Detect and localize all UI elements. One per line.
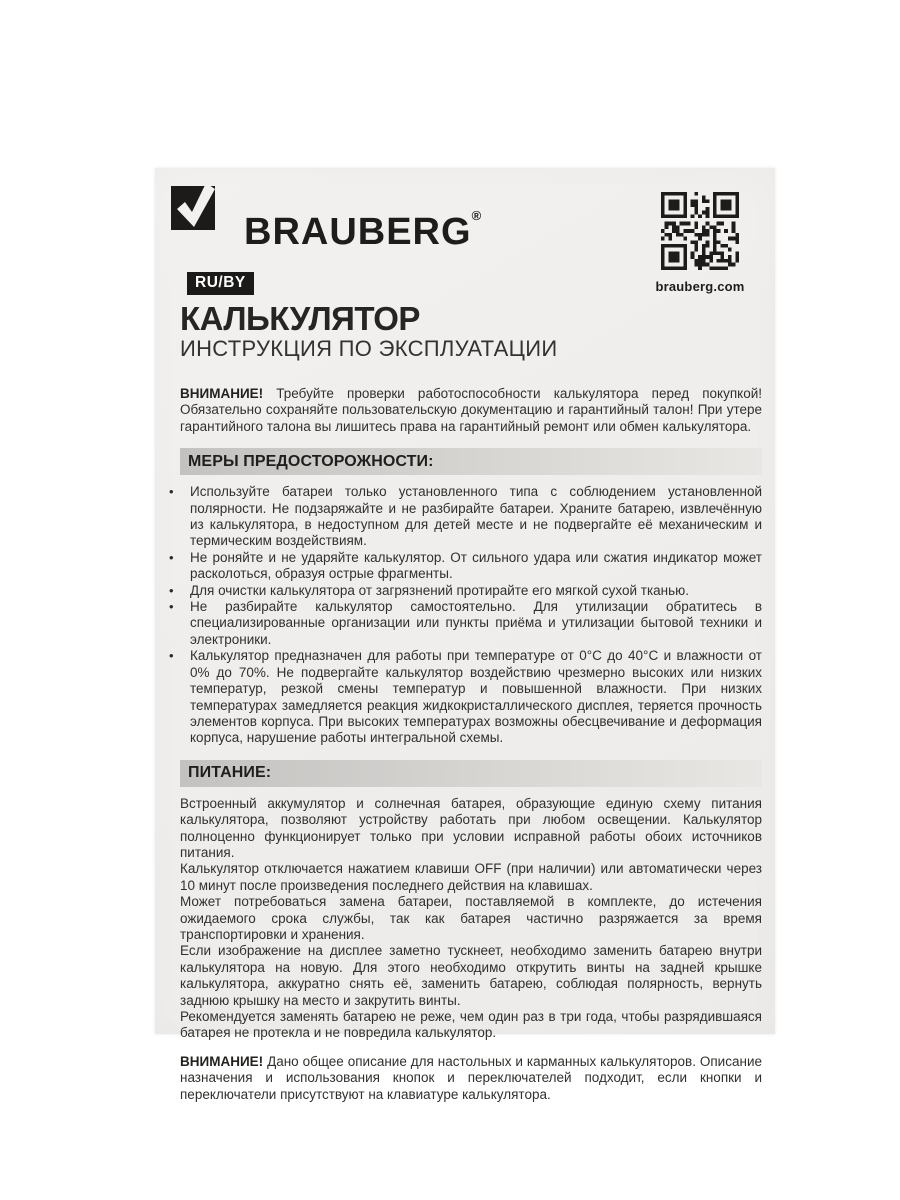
outro-paragraph: ВНИМАНИЕ! Дано общее описание для настольных и карманных калькуляторов. Описание назначения и использования кнопок и переключателей подходит, если кнопки и переключатели присутствуют на клавиатуре калькулятора. [180, 1053, 762, 1102]
instruction-sheet [155, 168, 775, 1102]
power-paragraph: Рекомендуется заменять батарею не реже, чем один раз в три года, чтобы разрядившаяся батарея не протекла и не повредила калькулятор. [180, 1009, 762, 1041]
list-item: • Не роняйте и не ударяйте калькулятор. От сильного удара или сжатия индикатор может расколоться, образуя острые фрагменты. [190, 550, 762, 583]
attention-label: ВНИМАНИЕ! [180, 1053, 264, 1069]
list-item: • Калькулятор предназначен для работы при температуре от 0°С до 40°С и влажности от 0% до 70%. Не подвергайте калькулятор воздействию чрезмерно высоких или низких температур, резкой смены температур и повышенной влажности. При низких температурах замедляется реакция жидкокристаллического дисплея, теряется прочность элементов корпуса. При высоких температурах возможны обесцвечивание и деформация корпуса, нарушение работы интегральной схемы. [190, 648, 762, 746]
brand-wordmark: BRAUBERG® [244, 208, 482, 253]
region-badge: RU/BY [187, 272, 254, 295]
brand-logo [171, 182, 482, 253]
list-item: • Для очистки калькулятора от загрязнений протирайте его мягкой сухой тканью. [190, 583, 762, 599]
attention-label: ВНИМАНИЕ! [180, 386, 264, 401]
document-body [180, 386, 762, 1103]
power-paragraph: Если изображение на дисплее заметно тускнеет, необходимо заменить батарею внутри калькулятора на новую. Для этого необходимо открутить винты на задней крышке калькулятора, аккуратно снять её, заменить батарею, соблюдая полярность, вернуть заднюю крышку на место и закрутить винты. [180, 943, 762, 1008]
page-subtitle: ИНСТРУКЦИЯ ПО ЭКСПЛУАТАЦИИ [180, 336, 558, 361]
qr-caption: brauberg.com [655, 279, 745, 294]
section-heading-precautions: МЕРЫ ПРЕДОСТОРОЖНОСТИ: [180, 448, 762, 475]
intro-paragraph: ВНИМАНИЕ! Требуйте проверки работоспособности калькулятора перед покупкой! Обязательно сохраняйте пользовательскую документацию и гарантийный талон! При утере гарантийного талона вы лишитесь права на гарантийный ремонт или обмен калькулятора. [180, 386, 762, 434]
qr-code-icon [655, 192, 745, 275]
list-item: • Используйте батареи только установленного типа с соблюдением установленной полярности. Не подзаряжайте и не разбирайте батареи. Храните батарею, извлечённую из калькулятора, в недоступном для детей месте и не подвергайте её механическим и термическим воздействиям. [190, 484, 762, 550]
power-paragraph: Может потребоваться замена батареи, поставляемой в комплекте, до истечения ожидаемого срока службы, так как батарея частично разряжается за время транспортировки и хранения. [180, 894, 762, 942]
qr-block [655, 192, 745, 294]
power-paragraph: Встроенный аккумулятор и солнечная батарея, образующие единую схему питания калькулятора, позволяют устройству работать при любом освещении. Калькулятор полноценно функционирует только при условии исправной работы обоих источников питания. [180, 795, 762, 860]
power-paragraph: Калькулятор отключается нажатием клавиши OFF (при наличии) или автоматически через 10 минут после произведения последнего действия на клавишах. [180, 861, 762, 893]
page-title: КАЛЬКУЛЯТОР [180, 300, 420, 337]
list-item: • Не разбирайте калькулятор самостоятельно. Для утилизации обратитесь в специализированные организации или пункты приёма и утилизации бытовой техники и электроники. [190, 599, 762, 648]
registered-mark: ® [471, 208, 482, 223]
precautions-list [180, 484, 762, 747]
section-heading-power: ПИТАНИЕ: [180, 760, 762, 787]
